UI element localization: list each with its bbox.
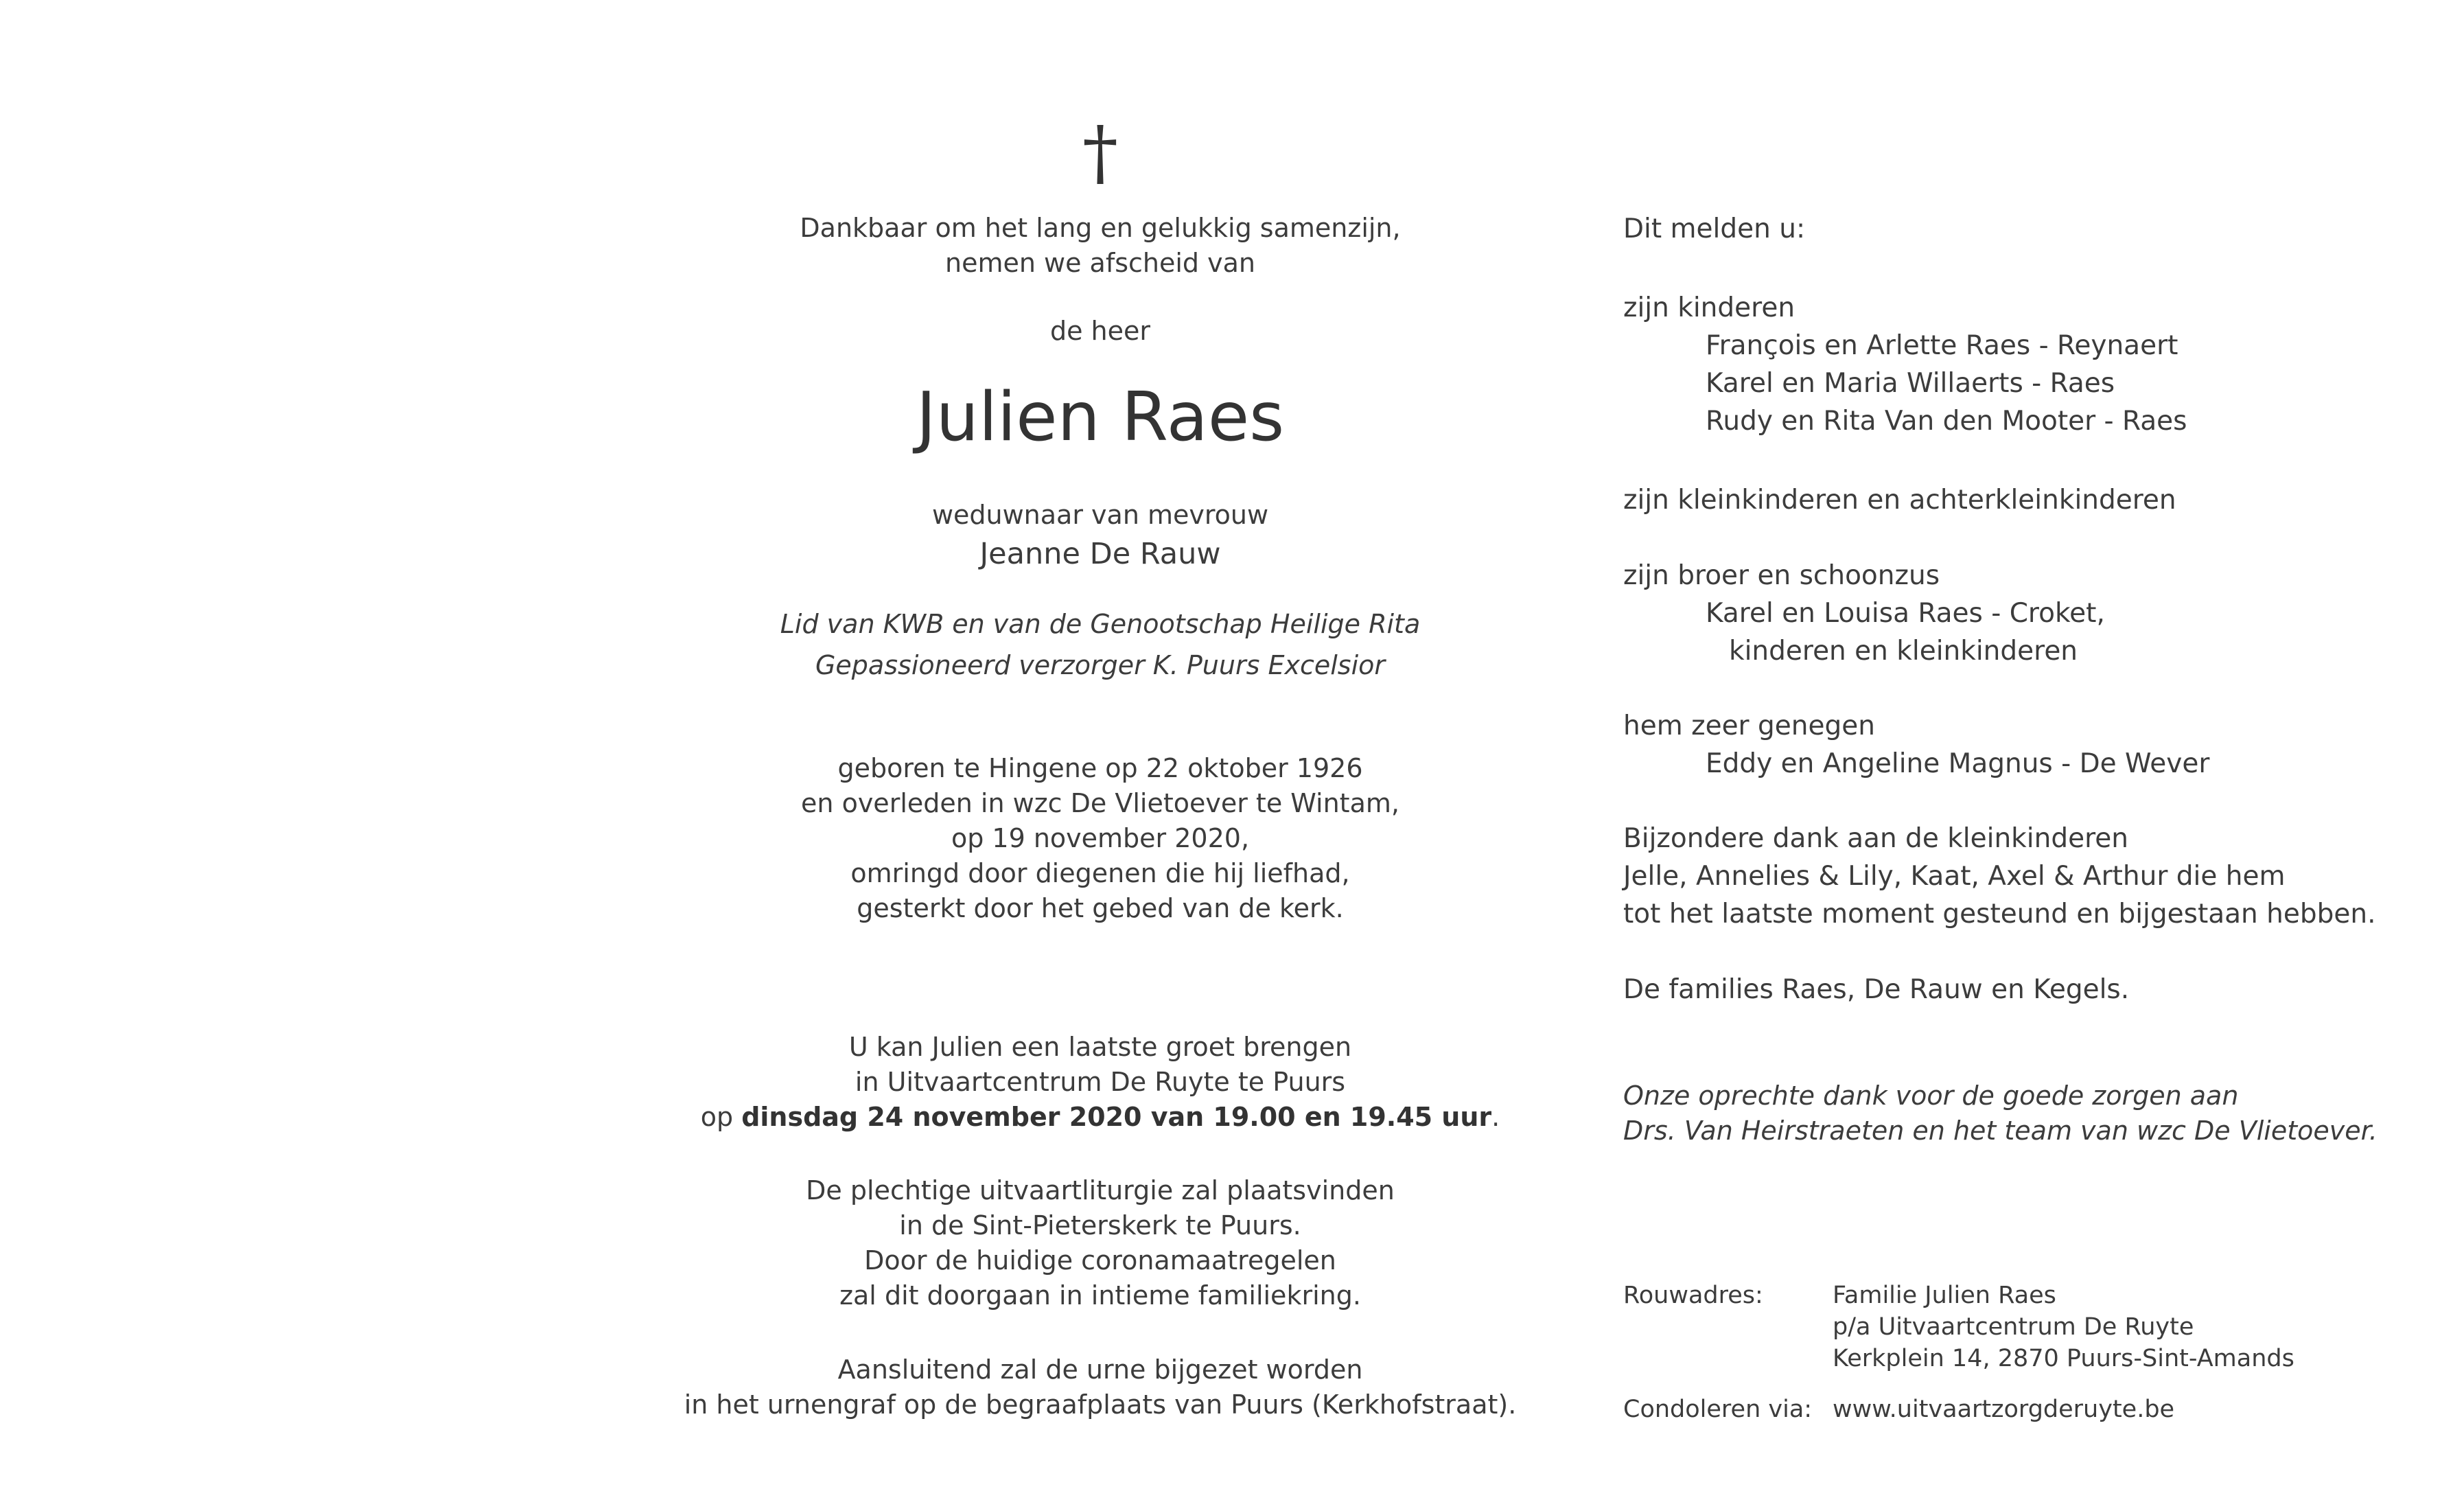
dear-section [1623, 707, 2209, 783]
address-lines [1833, 1280, 2294, 1374]
life-line-3: op 19 november 2020, [951, 823, 1250, 853]
liturgy-info [620, 1173, 1581, 1313]
sibling-section [1623, 557, 2105, 670]
widower-label: weduwnaar van mevrouw [931, 500, 1269, 530]
children-section [1623, 289, 2187, 440]
address-line-1: Familie Julien Raes [1833, 1282, 2056, 1309]
urn-line-1: Aansluitend zal de urne bijgezet worden [837, 1354, 1363, 1385]
visit-line-3 [620, 1100, 1581, 1135]
membership-1: Lid van KWB en van de Genootschap Heilige Rita [780, 609, 1421, 639]
liturgy-line-3: Door de huidige coronamaatregelen [864, 1245, 1336, 1276]
visit-datetime: dinsdag 24 november 2020 van 19.00 en 19.45 uur [741, 1102, 1492, 1132]
sibling-label: zijn broer en schoonzus [1623, 560, 1940, 591]
life-details [620, 751, 1581, 926]
address-block [1623, 1280, 2294, 1374]
sibling-kids: kinderen en kleinkinderen [1729, 636, 2078, 667]
address-line-3: Kerkplein 14, 2870 Puurs-Sint-Amands [1833, 1345, 2294, 1372]
dear-names: Eddy en Angeline Magnus - De Wever [1706, 748, 2210, 779]
dear-label: hem zeer genegen [1623, 711, 1875, 741]
liturgy-line-1: De plechtige uitvaartliturgie zal plaatsvinden [806, 1175, 1395, 1205]
life-line-5: gesterkt door het gebed van de kerk. [857, 893, 1344, 923]
liturgy-line-2: in de Sint-Pieterskerk te Puurs. [899, 1210, 1301, 1241]
widower-name: Jeanne De Rauw [979, 537, 1221, 571]
care-line-1: Onze oprechte dank voor de goede zorgen aan [1623, 1081, 2239, 1111]
announce-heading: Dit melden u: [1623, 214, 1806, 244]
condolence-block [1623, 1394, 2174, 1425]
visitation-info [620, 1030, 1581, 1135]
intro-line-2: nemen we afscheid van [945, 248, 1255, 278]
deceased-name: Julien Raes [916, 378, 1285, 457]
urn-info [620, 1352, 1581, 1422]
care-line-2: Drs. Van Heirstraeten en het team van wzc De Vlietoever. [1623, 1116, 2378, 1146]
visit-line-1: U kan Julien een laatste groet brengen [848, 1032, 1352, 1062]
thanks-section [1623, 820, 2376, 933]
liturgy-line-4: zal dit doorgaan in intieme familiekring. [839, 1280, 1361, 1311]
cross-symbol: † [1082, 111, 1118, 194]
visit-suffix: . [1491, 1102, 1500, 1132]
thanks-line-1: Bijzondere dank aan de kleinkinderen [1623, 823, 2128, 854]
children-label: zijn kinderen [1623, 292, 1795, 323]
intro-line-1: Dankbaar om het lang en gelukkig samenzijn, [800, 213, 1401, 243]
thanks-line-2: Jelle, Annelies & Lily, Kaat, Axel & Arthur die hem [1623, 861, 2286, 892]
grandchildren-line: zijn kleinkinderen en achterkleinkinderen [1623, 485, 2176, 516]
child-3: Rudy en Rita Van den Mooter - Raes [1706, 406, 2187, 437]
title-prefix: de heer [1049, 316, 1151, 346]
condolence-label: Condoleren via: [1623, 1396, 1813, 1423]
membership-2: Gepassioneerd verzorger K. Puurs Excelsior [815, 650, 1386, 680]
address-label: Rouwadres: [1623, 1282, 1763, 1309]
thanks-line-3: tot het laatste moment gesteund en bijgestaan hebben. [1623, 899, 2376, 930]
sibling-names: Karel en Louisa Raes - Croket, [1706, 598, 2105, 629]
urn-line-2: in het urnengraf op de begraafplaats van Puurs (Kerkhofstraat). [684, 1389, 1517, 1420]
families-line: De families Raes, De Rauw en Kegels. [1623, 974, 2130, 1005]
visit-prefix: op [700, 1102, 742, 1132]
care-thanks [1623, 1078, 2378, 1149]
life-line-2: en overleden in wzc De Vlietoever te Wintam, [801, 788, 1399, 818]
life-line-1: geboren te Hingene op 22 oktober 1926 [837, 753, 1363, 783]
visit-line-2: in Uitvaartcentrum De Ruyte te Puurs [855, 1067, 1346, 1097]
condolence-link[interactable]: www.uitvaartzorgderuyte.be [1833, 1396, 2175, 1423]
child-2: Karel en Maria Willaerts - Raes [1706, 368, 2115, 399]
life-line-4: omringd door diegenen die hij liefhad, [850, 858, 1350, 888]
address-line-2: p/a Uitvaartcentrum De Ruyte [1833, 1313, 2194, 1341]
child-1: François en Arlette Raes - Reynaert [1706, 330, 2178, 361]
intro-text [620, 211, 1581, 281]
